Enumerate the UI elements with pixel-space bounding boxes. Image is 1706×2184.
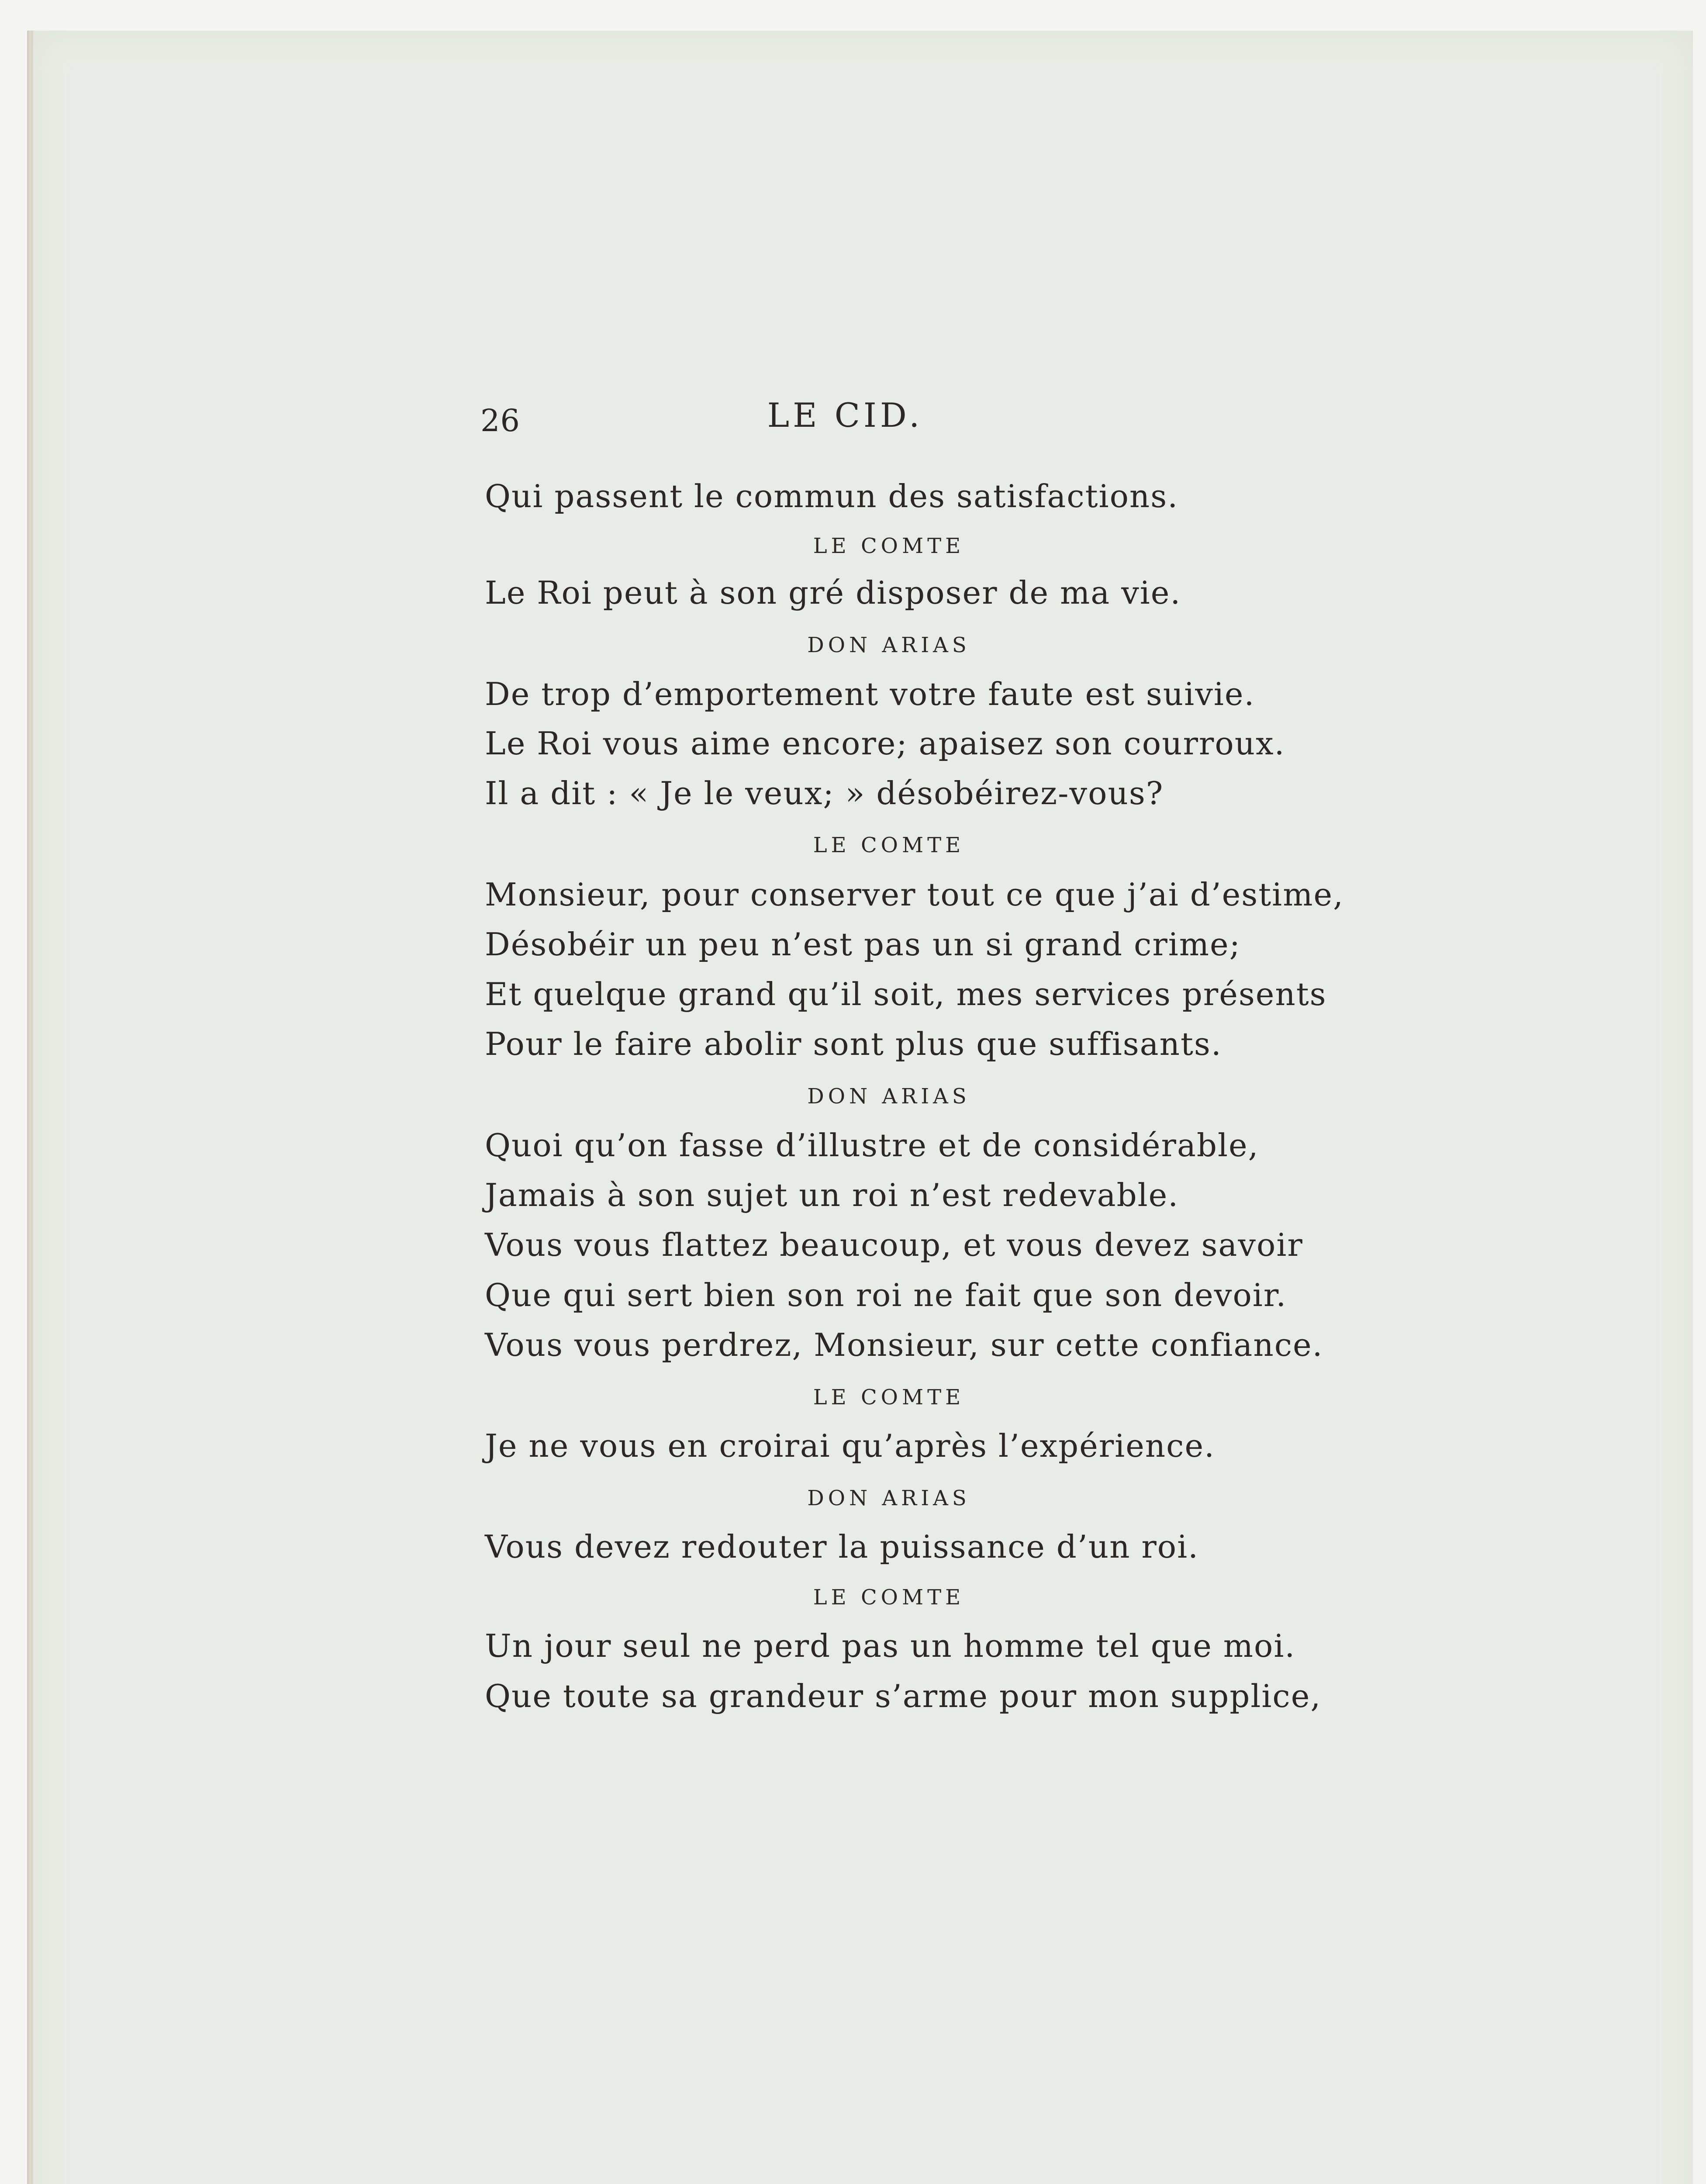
verse-line: Monsieur, pour conserver tout ce que j’ai d’estime, (485, 876, 1344, 913)
verse-line: Vous vous flattez beaucoup, et vous devez savoir (485, 1227, 1303, 1263)
speaker-name: DON ARIAS (807, 1486, 970, 1510)
verse-line: Et quelque grand qu’il soit, mes services présents (485, 976, 1327, 1013)
verse-line: Désobéir un peu n’est pas un si grand crime; (485, 926, 1241, 963)
verse-line: Le Roi vous aime encore; apaisez son courroux. (485, 725, 1285, 762)
speaker-name: DON ARIAS (807, 633, 970, 657)
verse-line: Vous vous perdrez, Monsieur, sur cette confiance. (485, 1327, 1323, 1363)
verse-line: Quoi qu’on fasse d’illustre et de considérable, (485, 1127, 1259, 1164)
speaker-name: DON ARIAS (807, 1084, 970, 1109)
verse-line: Un jour seul ne perd pas un homme tel que moi. (485, 1628, 1296, 1664)
speaker-name: LE COMTE (813, 1585, 965, 1610)
verse-line: Qui passent le commun des satisfactions. (485, 478, 1179, 515)
verse-line: Que toute sa grandeur s’arme pour mon supplice, (485, 1678, 1322, 1714)
verse-line: Vous devez redouter la puissance d’un roi. (485, 1528, 1199, 1565)
page-number: 26 (480, 403, 521, 439)
speaker-name: LE COMTE (813, 1385, 965, 1410)
verse-line: Je ne vous en croirai qu’après l’expérience. (485, 1427, 1215, 1464)
verse-line: Il a dit : « Je le veux; » désobéirez-vous? (485, 775, 1164, 812)
running-title: LE CID. (767, 396, 923, 435)
speaker-name: LE COMTE (813, 833, 965, 857)
verse-line: Que qui sert bien son roi ne fait que son devoir. (485, 1277, 1287, 1313)
speaker-name: LE COMTE (813, 534, 965, 558)
verse-line: Jamais à son sujet un roi n’est redevable. (485, 1177, 1179, 1213)
verse-line: Le Roi peut à son gré disposer de ma vie. (485, 574, 1181, 611)
verse-line: Pour le faire abolir sont plus que suffisants. (485, 1026, 1222, 1062)
verse-line: De trop d’emportement votre faute est suivie. (485, 676, 1255, 712)
running-header (480, 396, 1288, 440)
